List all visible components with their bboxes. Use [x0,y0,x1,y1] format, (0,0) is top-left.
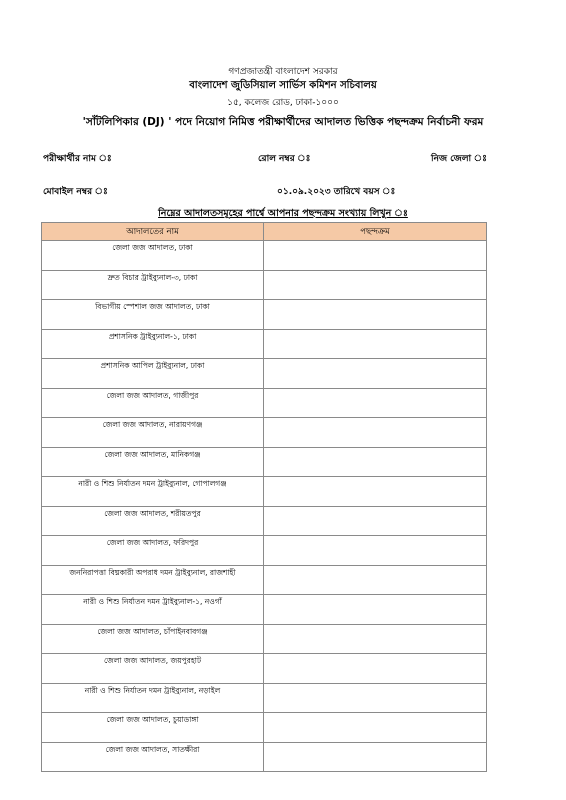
court-name: প্রশাসনিক আপিল ট্রাইব্যুনাল, ঢাকা [42,359,264,389]
preference-cell[interactable] [264,359,487,389]
table-row [42,388,487,418]
preference-cell[interactable] [264,624,487,654]
age-label: ০১.০৯.২০২৩ তারিখে বয়স ঃ [277,187,396,197]
table-row [42,565,487,595]
court-name: নারী ও শিশু নির্যাতন দমন ট্রাইব্যুনাল, গোপালগঞ্জ [42,477,264,507]
preference-cell[interactable] [264,565,487,595]
home-district-label: নিজ জেলা ঃ [431,154,487,164]
table-row [42,742,487,772]
preference-cell[interactable] [264,477,487,507]
court-name: নারী ও শিশু নির্যাতন দমন ট্রাইব্যুনাল-১, নওগাঁ [42,595,264,625]
court-name: জেলা জজ আদালত, নারায়ণগঞ্জ [42,418,264,448]
preference-cell[interactable] [264,536,487,566]
address-line: ১৫, কলেজ রোড, ঢাকা-১০০০ [227,98,339,108]
court-name: জেলা জজ আদালত, চুয়াডাঙ্গা [42,713,264,743]
preference-cell[interactable] [264,447,487,477]
table-row [42,241,487,271]
court-name: জননিরাপত্তা বিঘ্নকারী অপরাধ দমন ট্রাইব্যুনাল, রাজশাহী [42,565,264,595]
preference-cell[interactable] [264,241,487,271]
table-row [42,595,487,625]
table-row [42,624,487,654]
preference-cell[interactable] [264,418,487,448]
table-row [42,713,487,743]
preference-cell[interactable] [264,683,487,713]
table-row [42,270,487,300]
table-row [42,506,487,536]
preference-cell[interactable] [264,270,487,300]
court-name: জেলা জজ আদালত, মানিকগঞ্জ [42,447,264,477]
preference-cell[interactable] [264,506,487,536]
preference-cell[interactable] [264,742,487,772]
table-row [42,536,487,566]
candidate-name-label: পরীক্ষার্থীর নাম ঃ [43,154,112,164]
preference-cell[interactable] [264,329,487,359]
table-header-row [42,223,487,241]
preference-cell[interactable] [264,300,487,330]
table-row [42,359,487,389]
preference-table [41,222,487,772]
preference-cell[interactable] [264,388,487,418]
court-name: প্রশাসনিক ট্রাইব্যুনাল-১, ঢাকা [42,329,264,359]
table-row [42,329,487,359]
preference-cell[interactable] [264,654,487,684]
preference-header: পছন্দক্রম [264,223,487,241]
table-row [42,418,487,448]
court-name-header: আদালতের নাম [42,223,264,241]
mobile-number-label: মোবাইল নম্বর ঃ [43,187,108,197]
roll-number-label: রোল নম্বর ঃ [258,154,311,164]
court-name: বিভাগীয় স্পেশাল জজ আদালত, ঢাকা [42,300,264,330]
court-name: জেলা জজ আদালত, শরীয়তপুর [42,506,264,536]
preference-cell[interactable] [264,713,487,743]
table-row [42,447,487,477]
form-title: 'সাঁটলিপিকার (DJ) ' পদে নিয়োগ নিমিত্ত পরীক্ষার্থীদের আদালত ভিত্তিক পছন্দক্রম নির্বাচনী ফরম [82,116,484,128]
court-name: জেলা জজ আদালত, ফরিদপুর [42,536,264,566]
preference-cell[interactable] [264,595,487,625]
court-name: নারী ও শিশু নির্যাতন দমন ট্রাইব্যুনাল, নড়াইল [42,683,264,713]
table-row [42,683,487,713]
court-name: জেলা জজ আদালত, জয়পুরহাট [42,654,264,684]
table-row [42,300,487,330]
court-name: জেলা জজ আদালত, সাতক্ষীরা [42,742,264,772]
table-row [42,477,487,507]
government-line: গণপ্রজাতন্ত্রী বাংলাদেশ সরকার [228,67,338,77]
table-row [42,654,487,684]
court-name: জেলা জজ আদালত, গাজীপুর [42,388,264,418]
commission-name: বাংলাদেশ জুডিসিয়াল সার্ভিস কমিশন সচিবালয় [189,80,377,91]
court-name: দ্রুত বিচার ট্রাইব্যুনাল-৩, ঢাকা [42,270,264,300]
court-name: জেলা জজ আদালত, ঢাকা [42,241,264,271]
instruction-text: নিম্নের আদালতসমূহের পার্শ্বে আপনার পছন্দক্রম সংখ্যায় লিখুন ঃ [158,208,408,219]
court-name: জেলা জজ আদালত, চাঁপাইনবাবগঞ্জ [42,624,264,654]
